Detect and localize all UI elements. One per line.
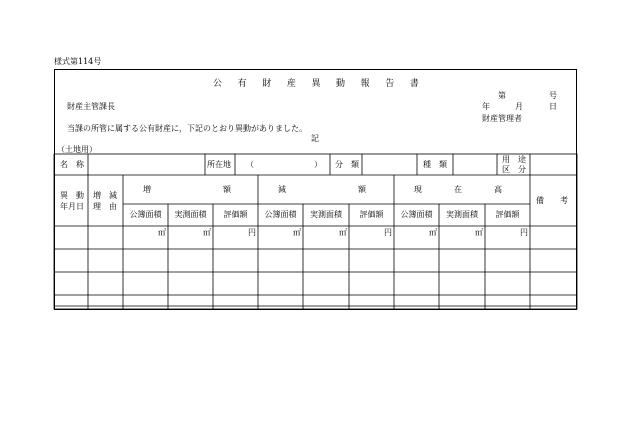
- decrease-label: 減 額: [278, 185, 366, 194]
- location-close-paren: ）: [314, 160, 322, 169]
- purpose-label-2: 区 分: [502, 165, 526, 174]
- title-char: 書: [409, 79, 419, 89]
- sender: 財産管理者: [482, 114, 522, 123]
- unit-area: ㎡: [429, 228, 437, 237]
- sub-header-valuation: 評価額: [359, 210, 384, 219]
- change-date-label-2: 年月日: [60, 202, 84, 211]
- unit-yen: 円: [520, 228, 528, 237]
- unit-area: ㎡: [475, 228, 483, 237]
- unit-yen: 円: [248, 228, 256, 237]
- message: 当課の所管に属する公有財産に，下記のとおり異動がありました。: [67, 124, 307, 133]
- location-label: 所在地: [207, 160, 231, 169]
- change-date-label: 異 動: [60, 191, 84, 200]
- location-open-paren: （: [246, 160, 254, 169]
- title-char: 産: [286, 79, 296, 89]
- reason-label: 増 減: [93, 191, 117, 200]
- unit-area: ㎡: [293, 228, 301, 237]
- unit-area: ㎡: [158, 228, 166, 237]
- reason-label-2: 理 由: [93, 202, 117, 211]
- increase-label: 増 額: [143, 185, 231, 194]
- number-prefix: 第: [498, 91, 506, 100]
- sub-header-valuation: 評価額: [223, 210, 248, 219]
- classification-label: 分 類: [335, 160, 359, 169]
- remarks-label: 備 考: [536, 196, 568, 205]
- title-char: 有: [237, 79, 247, 89]
- number-suffix: 号: [549, 91, 557, 100]
- title-char: 動: [336, 79, 346, 89]
- record-mark: 記: [311, 134, 319, 143]
- sub-header-measured-area: 実測面積: [174, 210, 207, 219]
- unit-yen: 円: [384, 228, 392, 237]
- date-year: 年: [482, 102, 490, 111]
- title-char: 報: [360, 79, 370, 89]
- title-char: 公: [213, 79, 223, 89]
- sub-header-book-area: 公簿面積: [400, 210, 433, 219]
- date-day: 日: [549, 102, 557, 111]
- purpose-label: 用 途: [502, 155, 526, 164]
- sub-header-valuation: 評価額: [495, 210, 520, 219]
- type-label: 種 類: [423, 160, 447, 169]
- category-note: （土地用）: [57, 145, 97, 154]
- title-char: 告: [385, 79, 395, 89]
- sub-header-book-area: 公簿面積: [129, 210, 162, 219]
- unit-area: ㎡: [203, 228, 211, 237]
- unit-area: ㎡: [339, 228, 347, 237]
- form-number: 様式第114号: [54, 57, 102, 66]
- sub-header-book-area: 公簿面積: [264, 210, 297, 219]
- addressee: 財産主管課長: [67, 102, 115, 111]
- title-char: 異: [311, 79, 321, 89]
- sub-header-measured-area: 実測面積: [446, 210, 478, 219]
- current-label: 現 在 高: [414, 185, 502, 194]
- sub-header-measured-area: 実測面積: [310, 210, 342, 219]
- name-label: 名 称: [60, 160, 84, 169]
- date-month: 月: [515, 102, 523, 111]
- title-char: 財: [262, 79, 272, 89]
